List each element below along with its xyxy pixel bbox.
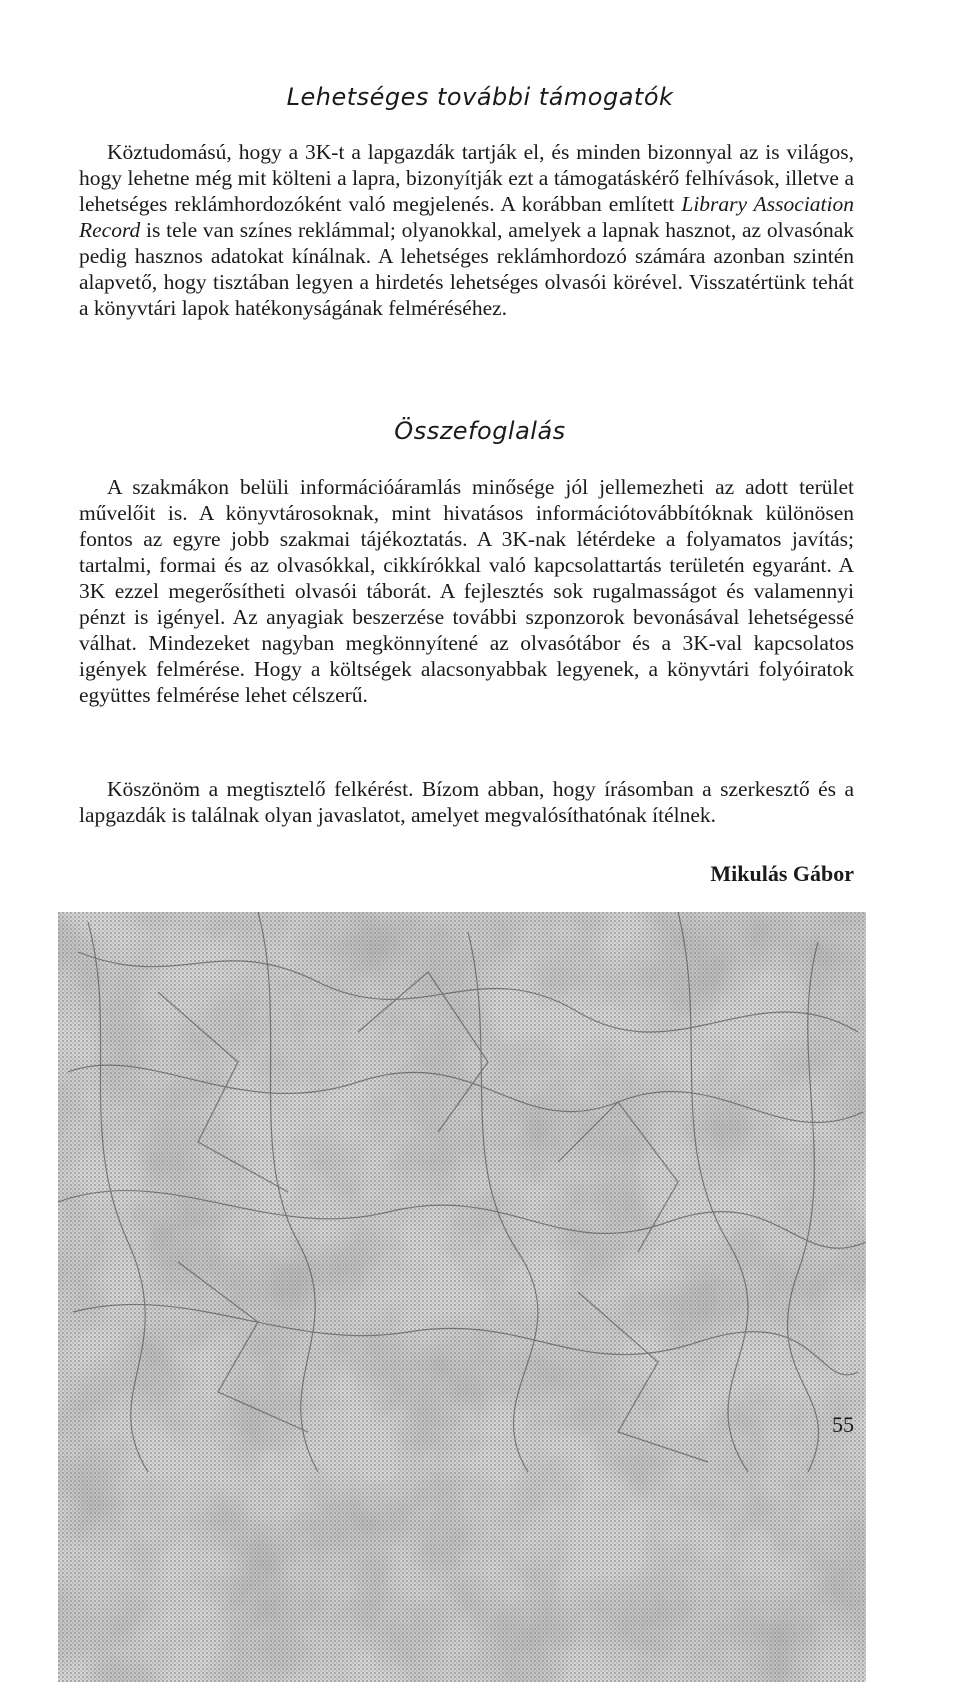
paragraph-summary: A szakmákon belüli információáramlás minősége jól jellemezheti az adott terület művelőit is. A könyvtárosoknak, mint hivatásos információtovábbítóknak különösen fontos az egyre jobb szakmai tájékoztatás. A 3K-nak létérdeke a folyamatos javítás; tartalmi, formai és az olvasókkal, cikkírókkal való kapcsolattartás területén egyaránt. A 3K ezzel megerősítheti olvasói táborát. A fejlesztés sok rugalmasságot és valamennyi pénzt is igényel. Az anyagiak beszerzése további szponzorok bevonásával lehetségessé válhat. Mindezeket nagyban megkönnyítené az olvasótábor és a 3K-val kapcsolatos igények felmérése. Hogy a költségek alacsonyabbak legyenek, a könyvtári folyóiratok együttes felmérése lehet célszerű. xyxy=(79,475,854,707)
section-heading-supporters: Lehetséges további támogatók xyxy=(286,83,674,111)
paragraph-text: is tele van színes reklámmal; olyanokkal, amelyek a lapnak hasznot, az olvasónak pedig hasznos adatokat kínálnak. A lehetséges reklámhordozó számára azonban szintén alapvető, hogy tisztában legyen a hirdetés lehetséges olvasói körével. Visszatértünk tehát a könyvtári lapok hatékonyságának felméréséhez. xyxy=(79,218,854,320)
decorative-texture-image xyxy=(58,912,866,1682)
page-number: 55 xyxy=(832,1412,854,1437)
paragraph-closing: Köszönöm a megtisztelő felkérést. Bízom abban, hogy írásomban a szerkesztő és a lapgazdák is találnak olyan javaslatot, amelyet megvalósíthatónak ítélnek. xyxy=(79,777,854,827)
author-signature: Mikulás Gábor xyxy=(710,861,854,886)
paragraph-text: Köztudomású, hogy a 3K-t a lapgazdák tartják el, és minden bizonnyal az is világos, hogy lehetne még mit költeni a lapra, bizonyítják ezt a támogatáskérő felhívások, illetve a lehetséges reklámhordozóként való megjelenés. A korábban említett xyxy=(79,140,854,216)
section-heading-summary: Összefoglalás xyxy=(394,417,566,445)
paragraph-supporters xyxy=(79,139,854,321)
journal-title: Library Association Record xyxy=(79,192,854,242)
